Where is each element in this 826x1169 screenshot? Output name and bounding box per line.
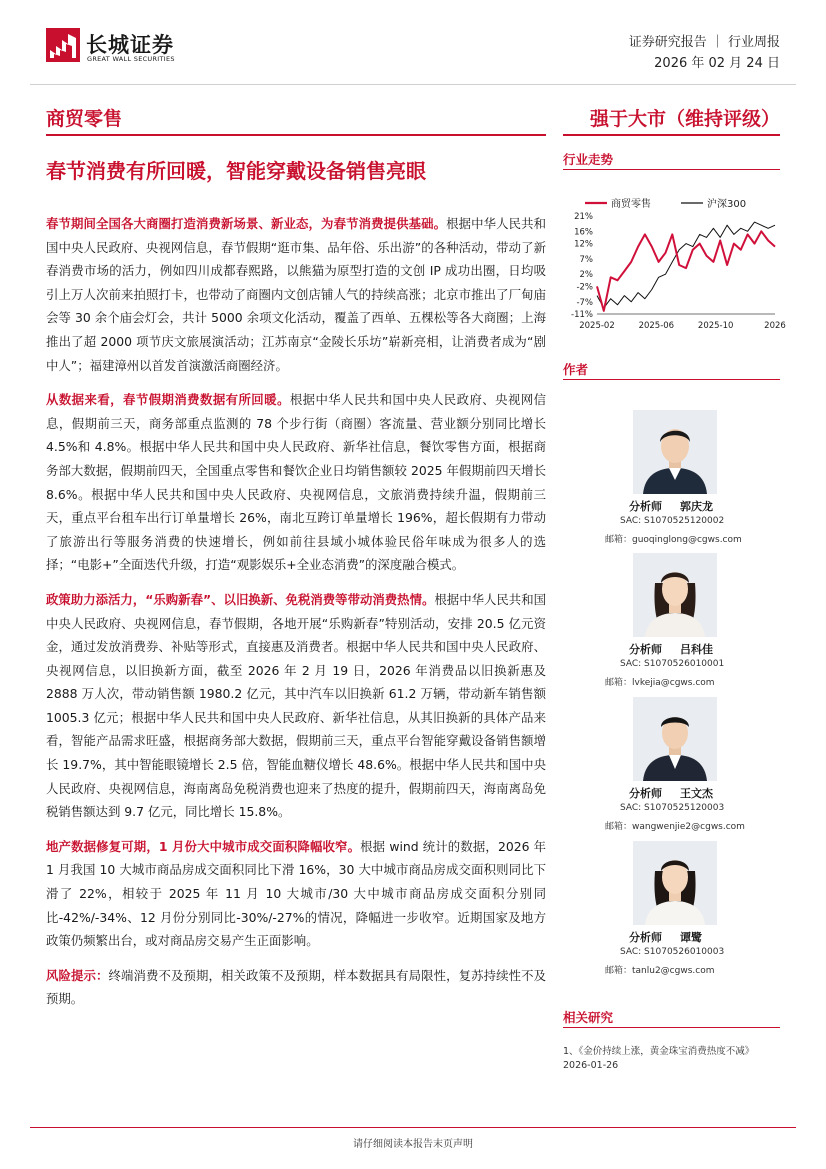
analyst-role: 分析师	[629, 500, 662, 513]
x-tick-label: 2025-10	[697, 321, 734, 331]
x-tick-label: 2025-06	[638, 321, 675, 331]
analyst-role: 分析师	[629, 931, 662, 944]
y-tick-label: 12%	[574, 239, 593, 250]
related-research-title: 相关研究	[563, 1008, 780, 1028]
paragraph-lead: 从数据来看，春节假期消费数据有所回暖。	[46, 392, 290, 408]
y-tick-label: -11%	[571, 310, 593, 320]
report-headline: 春节消费有所回暖，智能穿戴设备销售亮眼	[46, 159, 426, 183]
rating-label: 强于大市（维持评级）	[589, 108, 780, 130]
person-icon	[633, 553, 717, 637]
analyst-name: 谭鹭	[680, 931, 702, 944]
rating-divider	[563, 134, 780, 136]
sector-label: 商贸零售	[46, 108, 123, 130]
person-icon	[633, 410, 717, 494]
great-wall-logo-icon	[46, 28, 80, 62]
legend-label: 沪深300	[707, 199, 747, 210]
avatar	[633, 410, 717, 494]
analyst-sac: SAC: S1070526010003	[620, 947, 725, 957]
company-logo[interactable]	[46, 28, 196, 68]
y-tick-label: 7%	[579, 254, 593, 265]
analyst-name: 王文杰	[680, 787, 713, 800]
paragraph-text: 根据中华人民共和国中央人民政府、央视网信息，假期前三天，商务部重点监测的 78 个步行街（商圈）客流量、营业额分别同比增长 4.5%和 4.8%。根据中华人民共和国中央人民政府、新华社信息，餐饮零售方面，根据商务部大数据，假期前四天，全国重点零售和餐饮企业日均销售额较 2025 年假期前四天增长 8.6%。根据中华人民共和国中央人民政府、央视网信息，文旅消费持续升温，假期前三天，重点平台租车出行订单量增长 26%，南北互跨订单量增长 196%，超长假期有力带动了旅游出行等服务消费的快速增长，例如前往县域小城体验民俗年味成为很多人的选择；“电影+”全面迭代升级，打造“观影娱乐+全业态消费”的深度融合模式。	[46, 392, 547, 573]
analyst-card	[600, 841, 780, 976]
analyst-email[interactable]: 邮箱：lvkejia@cgws.com	[605, 678, 715, 688]
avatar	[633, 553, 717, 637]
person-icon	[633, 697, 717, 781]
analyst-email[interactable]: 邮箱：tanlu2@cgws.com	[605, 966, 715, 976]
avatar	[633, 697, 717, 781]
analyst-sac: SAC: S1070526010001	[620, 659, 725, 669]
analyst-sac: SAC: S1070525120002	[620, 516, 725, 526]
y-tick-label: 16%	[574, 227, 593, 238]
analyst-email[interactable]: 邮箱：guoqinglong@cgws.com	[605, 535, 742, 545]
x-tick-label: 2026	[764, 321, 786, 331]
report-type: 证券研究报告 ｜ 行业周报	[628, 35, 780, 50]
trend-chart	[563, 190, 786, 340]
paragraph-lead: 地产数据修复可期，1 月份大中城市成交面积降幅收窄。	[46, 838, 361, 854]
y-tick-label: 21%	[574, 212, 593, 222]
report-body	[46, 212, 546, 1022]
paragraph	[46, 588, 546, 824]
analyst-name: 吕科佳	[680, 643, 713, 656]
paragraph-text: 根据中华人民共和国中央人民政府、央视网信息，春节假期“逛市集、品年俗、乐出游”的各种活动，带动了新春消费市场的活力，例如四川成都春熙路，以熊猫为原型打造的文创 IP 成功出圈，日均吸引上万人次前来拍照打卡，也带动了商圈内文创店铺人气的持续高涨；北京市推出了厂甸庙会等 30 余个庙会灯会，共计 5000 余项文化活动，覆盖了西单、五棵松等各大商圈；上海推出了超 2000 项节庆文旅展演活动；江苏南京“金陵长乐坊”崭新亮相，让消费者成为“剧中人”；福建漳州以首发首演激活商圈经济。	[46, 216, 547, 373]
paragraph-lead: 春节期间全国各大商圈打造消费新场景、新业态，为春节消费提供基础。	[46, 216, 447, 231]
legend-label: 商贸零售	[611, 199, 651, 210]
authors-title: 作者	[563, 360, 780, 380]
paragraph-text: 根据 wind 统计的数据，2026 年 1 月我国 10 大城市商品房成交面积同比下滑 16%，30 大中城市商品房成交面积则同比下滑了 22%，相较于 2025 年 11 月 10 大城市/30 大中城市商品房成交面积分别同比-42%/-34%、12 月份分别同比-30%/-27%的情况，降幅进一步收窄。近期国家及地方政策仍频繁出台，或对商品房交易产生正面影响。	[46, 838, 546, 949]
y-tick-label: -7%	[576, 297, 593, 308]
analyst-card	[600, 553, 780, 688]
related-research-date: 2026-01-26	[563, 1060, 619, 1071]
header-divider	[30, 84, 796, 85]
analyst-role: 分析师	[629, 643, 662, 656]
paragraph-lead: 政策助力添活力，“乐购新春”、以旧换新、免税消费等带动消费热情。	[46, 591, 435, 607]
paragraph	[46, 835, 546, 953]
analyst-card	[600, 410, 780, 545]
y-tick-label: -2%	[576, 282, 593, 293]
analyst-name: 郭庆龙	[680, 500, 713, 513]
paragraph-text: 根据中华人民共和国中央人民政府、央视网信息，春节假期，各地开展“乐购新春”特别活动，安排 20.5 亿元资金，通过发放消费券、补贴等形式，直接惠及消费者。根据中华人民共和国中央人民政府、央视网信息，以旧换新方面，截至 2026 年 2 月 19 日，2026 年消费品以旧换新惠及 2888 万人次，带动销售额 1980.2 亿元，其中汽车以旧换新 61.2 万辆，带动新车销售额 1005.3 亿元；根据中华人民共和国中央人民政府、新华社信息，从其旧换新的具体产品来看，智能产品需求旺盛，根据商务部大数据，假期前三天，重点平台智能穿戴设备销售额增长 19.7%，其中智能眼镜增长 2.5 倍，智能血糖仪增长 48.6%。根据中华人民共和国中央人民政府、央视网信息，海南离岛免税消费也迎来了热度的提升，假期前四天，海南离岛免税销售额达到 9.7 亿元，同比增长 15.8%。	[46, 591, 546, 820]
analyst-role: 分析师	[629, 787, 662, 800]
footer-divider	[30, 1127, 796, 1128]
avatar	[633, 841, 717, 925]
risk-warning	[46, 964, 546, 1011]
trend-title: 行业走势	[563, 150, 780, 170]
page-header	[0, 0, 826, 90]
footer-disclaimer: 请仔细阅读本报告末页声明	[353, 1139, 473, 1150]
trend-chart-svg	[563, 190, 786, 340]
analyst-card	[600, 697, 780, 832]
x-tick-label: 2025-02	[579, 321, 615, 331]
y-tick-label: 2%	[579, 270, 593, 281]
analyst-email[interactable]: 邮箱：wangwenjie2@cgws.com	[605, 822, 745, 832]
report-date: 2026 年 02 月 24 日	[654, 56, 780, 71]
brand-name: 长城证券	[86, 33, 174, 57]
analyst-sac: SAC: S1070525120003	[620, 803, 725, 813]
paragraph	[46, 388, 546, 577]
related-research-link[interactable]: 1、《金价持续上涨，黄金珠宝消费热度不减》	[563, 1046, 755, 1057]
person-icon	[633, 841, 717, 925]
paragraph	[46, 212, 546, 377]
paragraph-lead: 风险提示：	[46, 967, 109, 983]
paragraph-text: 终端消费不及预期，相关政策不及预期，样本数据具有局限性，复苏持续性不及预期。	[46, 967, 547, 1007]
trend-section	[563, 150, 780, 170]
title-divider	[46, 134, 546, 136]
brand-name-en: GREAT WALL SECURITIES	[87, 55, 175, 63]
